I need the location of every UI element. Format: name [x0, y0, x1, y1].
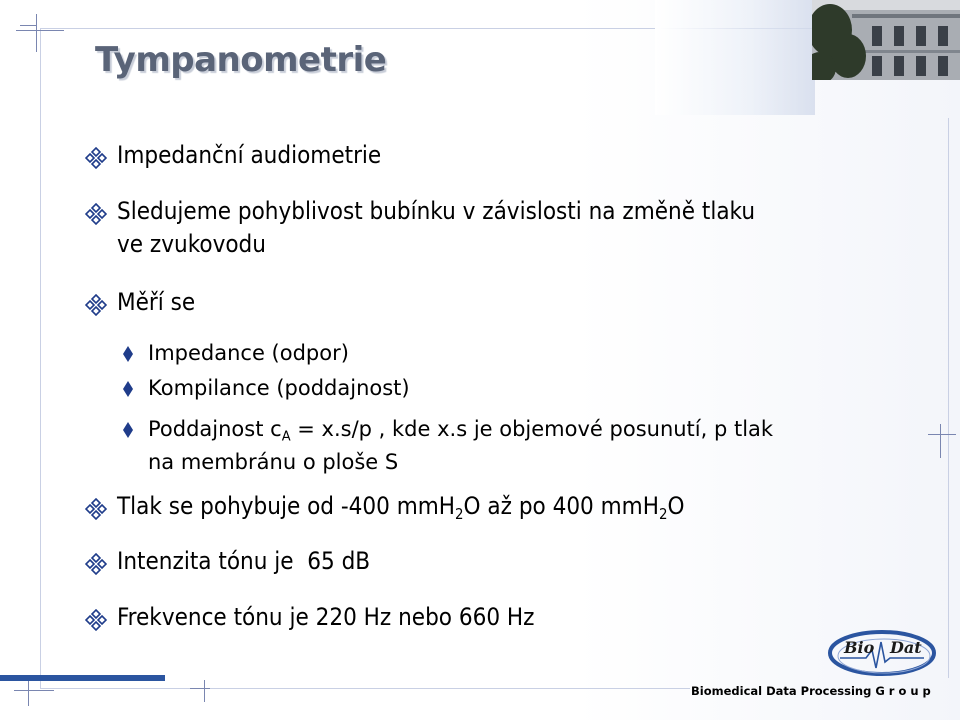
frame-line-bottom	[40, 688, 690, 689]
pressure-part-1: Tlak se pohybuje od -400 mmH	[117, 492, 456, 520]
pressure-text	[117, 490, 684, 531]
formula-pre: Poddajnost c	[148, 417, 282, 441]
four-diamond-bullet-icon	[85, 553, 107, 575]
bullet-text: Měří se	[117, 288, 196, 316]
sub-bullet-text: Kompilance (poddajnost)	[148, 376, 410, 400]
four-diamond-bullet-icon	[85, 294, 107, 316]
building-photo	[812, 0, 960, 80]
biodat-logo	[826, 628, 938, 680]
formula-subscript: A	[281, 429, 291, 445]
formula-line-2: na membránu o ploše S	[148, 450, 399, 474]
frame-line-left	[40, 28, 41, 688]
four-diamond-bullet-icon	[85, 203, 107, 225]
four-diamond-bullet-icon	[85, 147, 107, 169]
slide-title: Tympanometrie	[95, 40, 387, 80]
header-photo-fade	[655, 0, 815, 115]
bullet-text-line-2: ve zvukovodu	[117, 230, 266, 258]
diamond-bullet-icon	[122, 421, 134, 439]
formula-post: = x.s/p , kde x.s je objemové posunutí, p tlak	[290, 417, 774, 441]
bullet-text: Impedanční audiometrie	[117, 141, 382, 169]
four-diamond-bullet-icon	[85, 498, 107, 520]
pressure-part-3: O	[667, 492, 685, 520]
logo-text-right: Dat	[890, 638, 922, 657]
pressure-sub-2: 2	[658, 505, 668, 524]
sub-bullet-text: Impedance (odpor)	[148, 341, 349, 365]
bullet-text-line-1: Sledujeme pohyblivost bubínku v závislosti na změně tlaku	[117, 197, 756, 225]
frame-line-right	[948, 118, 949, 678]
diamond-bullet-icon	[122, 380, 134, 398]
four-diamond-bullet-icon	[85, 609, 107, 631]
footer-accent-bar	[0, 675, 165, 681]
frequency-text: Frekvence tónu je 220 Hz nebo 660 Hz	[117, 603, 535, 631]
diamond-bullet-icon	[122, 345, 134, 363]
logo-text-left: Bio	[844, 638, 875, 657]
pressure-sub-1: 2	[455, 505, 464, 524]
footer-group-name: Biomedical Data Processing G r o u p	[691, 684, 931, 698]
intensity-text: Intenzita tónu je 65 dB	[117, 547, 371, 575]
pressure-part-2: O až po 400 mmH	[463, 492, 659, 520]
